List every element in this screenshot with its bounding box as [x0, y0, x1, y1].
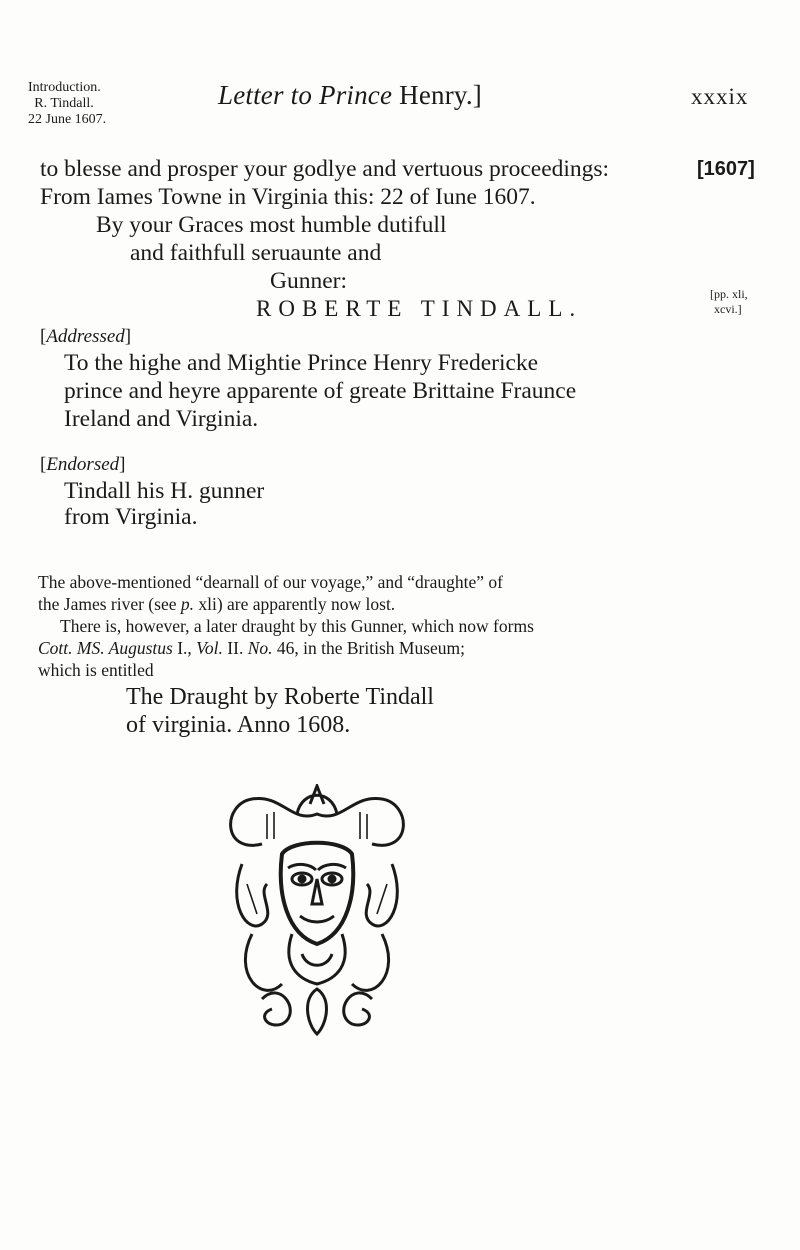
address-line-2: prince and heyre apparente of greate Brittaine Fraunce [64, 378, 577, 404]
draught-title-line-1: The Draught by Roberte Tindall [126, 684, 434, 710]
page-reference-line1: [pp. xli, [710, 287, 748, 301]
note-line-2-a: the James river (see [38, 594, 181, 614]
note-line-2-b: xli) are apparently now lost. [193, 594, 396, 614]
note-line-4-i: I., [172, 638, 197, 658]
note-line-4-ii: II. [222, 638, 248, 658]
margin-head-section: Introduction. [28, 80, 101, 95]
endorsed-label-text: Endorsed [46, 454, 120, 475]
year-sidenote: [1607] [697, 158, 755, 180]
running-title-italic: Letter to Prince [218, 80, 393, 110]
margin-head-author: R. Tindall. [34, 96, 94, 111]
note-line-4-vol: Vol. [196, 638, 223, 658]
page-number: xxxix [691, 84, 749, 109]
draught-title-line-2: of virginia. Anno 1608. [126, 712, 351, 738]
margin-head-date: 22 June 1607. [28, 112, 107, 127]
green-man-mask-icon [222, 784, 412, 1039]
letter-line-5: Gunner: [270, 268, 348, 294]
note-line-1: The above-mentioned “dearnall of our voyage,” and “draughte” of [38, 572, 503, 592]
margin-head [28, 80, 107, 128]
address-line-3: Ireland and Virginia. [64, 406, 259, 432]
addressed-label-text: Addressed [46, 326, 125, 347]
page-reference-line2: xcvi.] [714, 302, 742, 316]
signature: ROBERTE TINDALL. [256, 296, 583, 321]
note-line-4-no: No. [247, 638, 273, 658]
endorsement-line-2: from Virginia. [64, 504, 198, 530]
running-title-roman: Henry.] [399, 80, 482, 110]
letter-line-1: to blesse and prosper your godlye and vertuous proceedings: [40, 156, 610, 182]
page-reference-sidenote [710, 287, 748, 317]
note-line-3: There is, however, a later draught by this Gunner, which now forms [60, 616, 534, 636]
endorsement-line-1: Tindall his H. gunner [64, 478, 265, 504]
note-line-4-rest: 46, in the British Museum; [272, 638, 466, 658]
note-cott-ms: Cott. MS. Augustus [38, 638, 173, 658]
running-title [218, 80, 482, 111]
address-line-1: To the highe and Mightie Prince Henry Fredericke [64, 350, 539, 376]
note-line-2-p: p. [180, 594, 194, 614]
note-line-2 [38, 594, 395, 615]
note-line-5: which is entitled [38, 660, 154, 680]
letter-line-2: From Iames Towne in Virginia this: 22 of Iune 1607. [40, 184, 536, 210]
letter-line-3: By your Graces most humble dutifull [96, 212, 447, 238]
note-line-4 [38, 638, 465, 659]
letter-line-4: and faithfull seruaunte and [130, 240, 382, 266]
endorsed-label: [Endorsed] [40, 454, 126, 475]
addressed-label: [Addressed] [40, 326, 132, 347]
